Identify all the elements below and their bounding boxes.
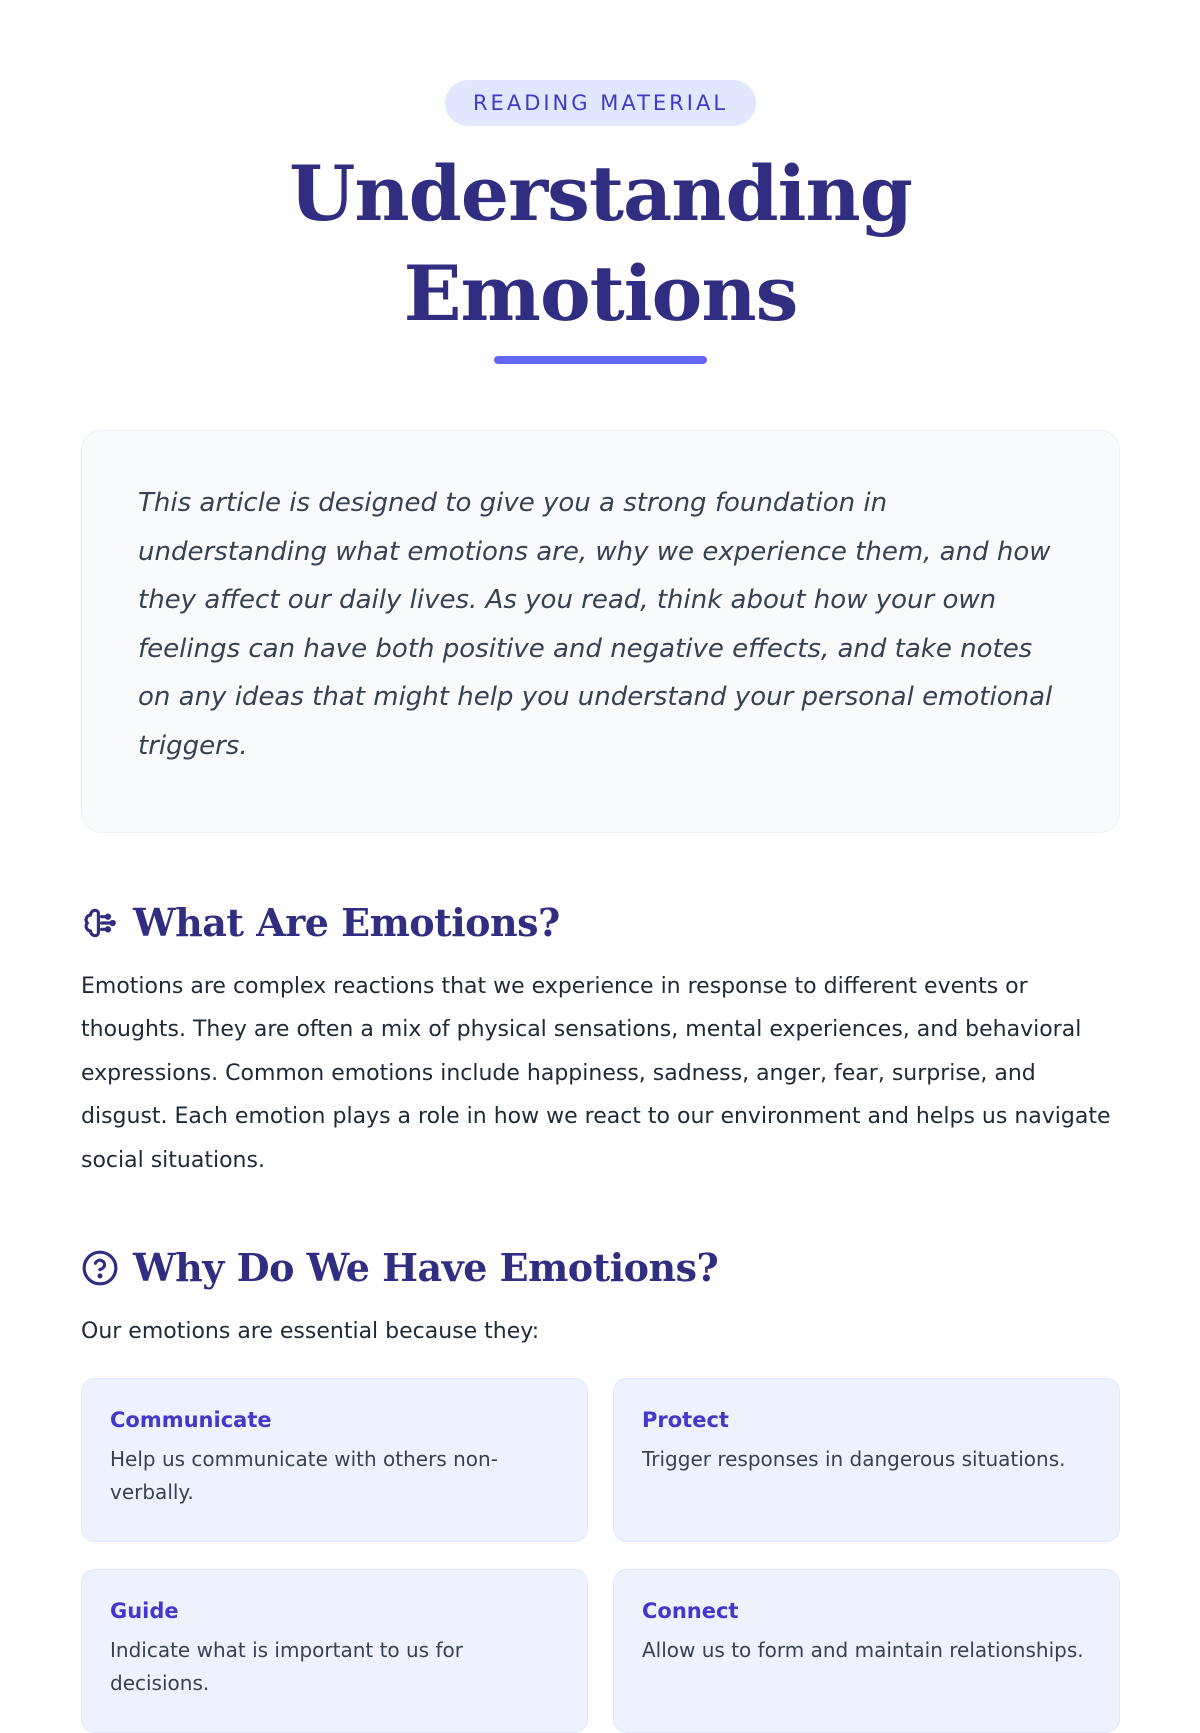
card-title: Guide	[110, 1599, 179, 1624]
brain-icon	[81, 904, 119, 942]
section-heading-why-emotions	[81, 1238, 1120, 1298]
card-text: Trigger responses in dangerous situations.	[642, 1447, 1066, 1472]
reason-card-connect	[613, 1569, 1120, 1733]
card-title: Communicate	[110, 1408, 272, 1433]
reason-card-communicate	[81, 1378, 588, 1542]
card-title: Protect	[642, 1408, 729, 1433]
card-text: Help us communicate with others non-verbally.	[110, 1447, 498, 1505]
section-heading-what-are-emotions	[81, 893, 1120, 953]
card-text: Indicate what is important to us for decisions.	[110, 1638, 463, 1696]
section-body: Emotions are complex reactions that we experience in response to different events or thoughts. They are often a mix of physical sensations, mental experiences, and behavioral expressions. Common emotions include happiness, sadness, anger, fear, surprise, and disgust. Each emotion plays a role in how we react to our environment and helps us navigate social situations.	[81, 974, 1111, 1173]
section-lead: Our emotions are essential because they:	[81, 1319, 540, 1345]
article	[81, 0, 1120, 1733]
intro-box	[81, 430, 1120, 833]
page-title: Understanding Emotions	[289, 149, 912, 338]
reasons-grid	[81, 1378, 1120, 1733]
question-circle-icon	[81, 1249, 119, 1287]
category-badge: READING MATERIAL	[445, 80, 756, 126]
reason-card-guide	[81, 1569, 588, 1733]
card-title: Connect	[642, 1599, 739, 1624]
section-title: What Are Emotions?	[133, 900, 560, 945]
intro-text: This article is designed to give you a strong foundation in understanding what emotions are, why we experience them, and how they affect our daily lives. As you read, think about how your own feelings can have both positive and negative effects, and take notes on any ideas that might help you understand your personal emotional triggers.	[138, 488, 1053, 761]
title-underline	[494, 356, 707, 364]
section-title: Why Do We Have Emotions?	[133, 1245, 719, 1291]
card-text: Allow us to form and maintain relationships.	[642, 1638, 1084, 1663]
reason-card-protect	[613, 1378, 1120, 1542]
badge-container	[81, 0, 1120, 126]
